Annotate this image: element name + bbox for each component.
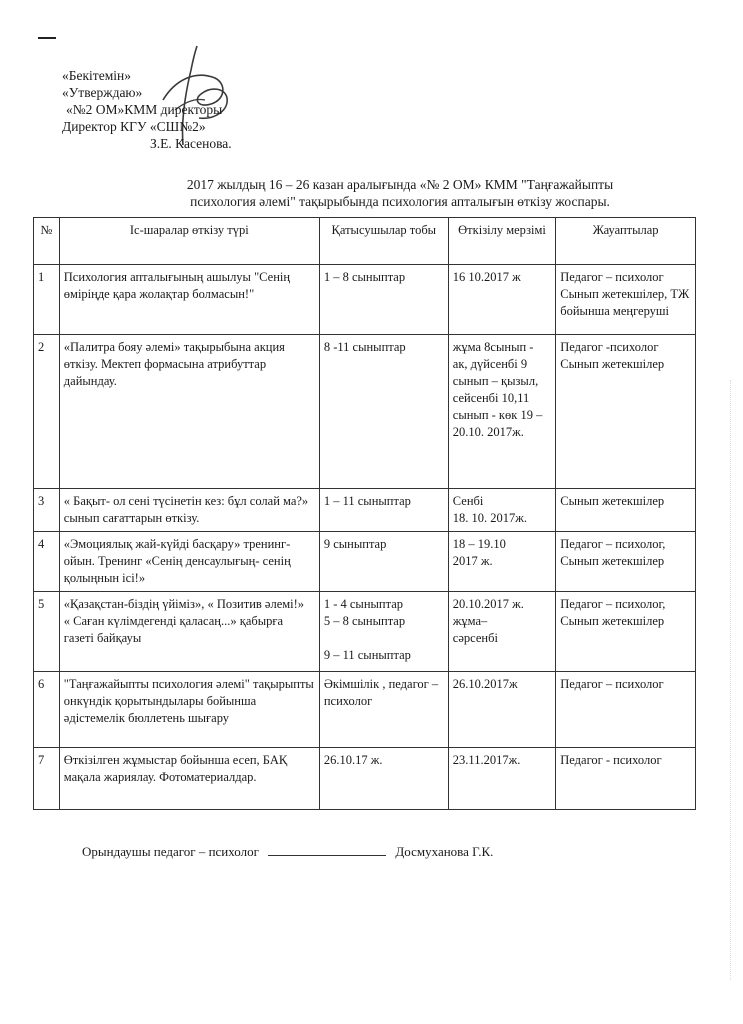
approver-name: З.Е. Касенова. bbox=[150, 136, 232, 151]
row-num: 5 bbox=[34, 592, 60, 672]
title-line: психология әлемі" тақырыбында психология апталығын өткізу жоспары. bbox=[190, 194, 610, 209]
row-responsible: Педагог -психолог Сынып жетекшілер bbox=[556, 335, 696, 489]
row-group: Әкімшілік , педагог – психолог bbox=[319, 672, 448, 748]
top-rule bbox=[38, 37, 56, 39]
table-row bbox=[34, 592, 696, 672]
row-date: 20.10.2017 ж. жұма– сәрсенбі bbox=[448, 592, 555, 672]
row-group: 1 – 8 сыныптар bbox=[319, 265, 448, 335]
row-date: 26.10.2017ж bbox=[448, 672, 555, 748]
signature-line bbox=[268, 843, 386, 856]
row-activity: «Палитра бояу әлемі» тақырыбына акция өткізу. Мектеп формасына атрибуттар дайындау. bbox=[59, 335, 319, 489]
row-activity: «Эмоциялық жай-күйді басқару» тренинг-ойын. Тренинг «Сенің денсаулығың- сенің қолыңнын ісі!» bbox=[59, 532, 319, 592]
row-activity: «Қазақстан-біздің үйіміз», « Позитив әлемі!» « Саған күлімдегенді қаласаң...» қабырға газеті байқауы bbox=[59, 592, 319, 672]
title-line: 2017 жылдың 16 – 26 казан аралығында «№ 2 ОМ» КММ "Таңғажайыпты bbox=[186, 177, 614, 192]
row-group: 26.10.17 ж. bbox=[319, 748, 448, 810]
row-num: 7 bbox=[34, 748, 60, 810]
approval-line: Директор КГУ «СШ№2» bbox=[62, 119, 206, 134]
row-responsible: Педагог – психолог, Сынып жетекшілер bbox=[556, 532, 696, 592]
row-date: жұма 8сынып - ак, дүйсенбі 9 сынып – қызыл, сейсенбі 10,11 сынып - көк 19 – 20.10. 2017ж. bbox=[448, 335, 555, 489]
row-group: 1 – 11 сыныптар bbox=[319, 489, 448, 532]
row-group: 8 -11 сыныптар bbox=[319, 335, 448, 489]
row-date: 18 – 19.10 2017 ж. bbox=[448, 532, 555, 592]
row-activity: "Таңғажайыпты психология әлемі" тақырыпты онкүндік қорытындылары бойынша әдістемелік бюллетень шығару bbox=[59, 672, 319, 748]
table-row bbox=[34, 265, 696, 335]
approval-line: «Бекітемін» bbox=[62, 68, 131, 83]
row-responsible: Сынып жетекшілер bbox=[556, 489, 696, 532]
approval-line: «Утверждаю» bbox=[62, 85, 143, 100]
row-num: 4 bbox=[34, 532, 60, 592]
table-row bbox=[34, 489, 696, 532]
row-responsible: Педагог – психолог Сынып жетекшілер, ТЖ бойынша меңгеруші bbox=[556, 265, 696, 335]
table-row bbox=[34, 672, 696, 748]
row-activity: Психология апталығының ашылуы "Сенің өміріңде қара жолақтар болмасын!" bbox=[59, 265, 319, 335]
table-header-row bbox=[34, 218, 696, 265]
plan-table bbox=[33, 217, 696, 810]
row-num: 6 bbox=[34, 672, 60, 748]
executor-line bbox=[82, 843, 493, 860]
approval-line: «№2 ОМ»КММ директоры bbox=[66, 102, 223, 117]
header-responsible: Жауаптылар bbox=[556, 218, 696, 265]
table-row bbox=[34, 532, 696, 592]
header-group: Қатысушылар тобы bbox=[319, 218, 448, 265]
row-date: Сенбі 18. 10. 2017ж. bbox=[448, 489, 555, 532]
approval-block bbox=[62, 67, 232, 152]
executor-label: Орындаушы педагог – психолог bbox=[82, 844, 259, 859]
row-date: 23.11.2017ж. bbox=[448, 748, 555, 810]
row-num: 3 bbox=[34, 489, 60, 532]
row-responsible: Педагог - психолог bbox=[556, 748, 696, 810]
row-responsible: Педагог – психолог, Сынып жетекшілер bbox=[556, 592, 696, 672]
row-responsible: Педагог – психолог bbox=[556, 672, 696, 748]
document-title bbox=[120, 176, 680, 210]
header-date: Өткізілу мерзімі bbox=[448, 218, 555, 265]
row-num: 1 bbox=[34, 265, 60, 335]
executor-name: Досмуханова Г.К. bbox=[395, 844, 494, 859]
row-num: 2 bbox=[34, 335, 60, 489]
header-activity: Іс-шаралар өткізу түрі bbox=[59, 218, 319, 265]
scan-margin-mark bbox=[730, 380, 733, 980]
table-row bbox=[34, 748, 696, 810]
table-row bbox=[34, 335, 696, 489]
row-group: 1 - 4 сыныптар 5 – 8 сыныптар 9 – 11 сыныптар bbox=[319, 592, 448, 672]
row-group: 9 сыныптар bbox=[319, 532, 448, 592]
header-num: № bbox=[34, 218, 60, 265]
row-activity: Өткізілген жұмыстар бойынша есеп, БАҚ мақала жариялау. Фотоматериалдар. bbox=[59, 748, 319, 810]
row-date: 16 10.2017 ж bbox=[448, 265, 555, 335]
row-activity: « Бақыт- ол сені түсінетін кез: бұл солай ма?» сынып сағаттарын өткізу. bbox=[59, 489, 319, 532]
